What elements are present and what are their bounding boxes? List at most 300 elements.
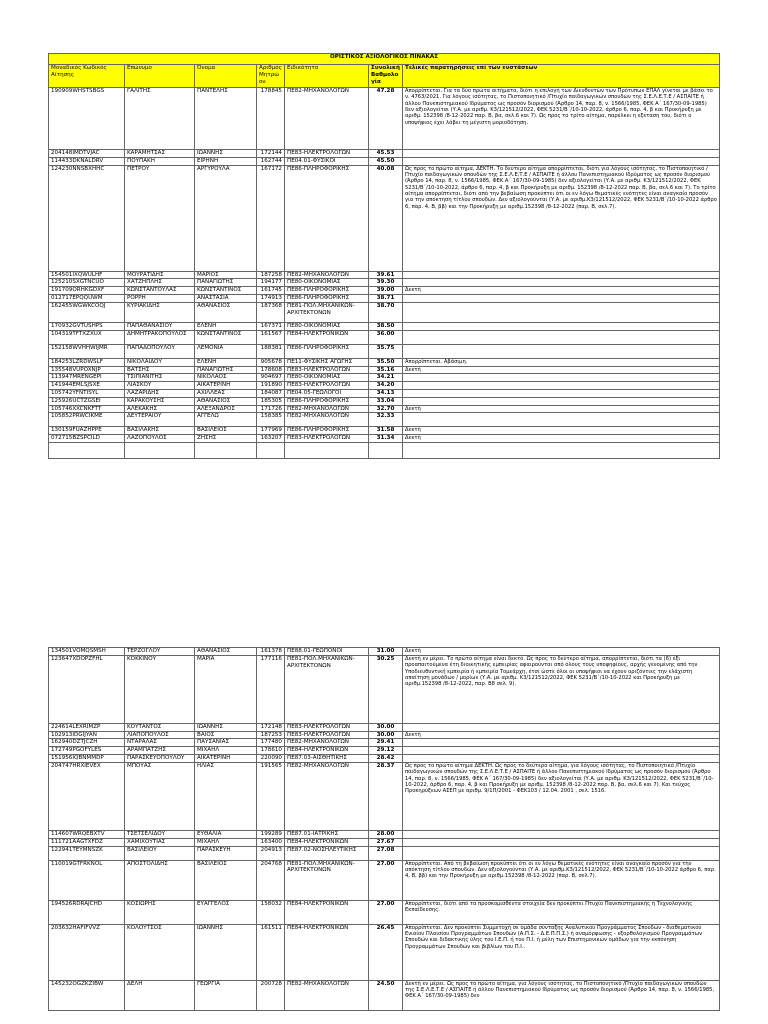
cell-remarks [403,344,720,358]
cell-surname: ΠΕΤΡΟΥ [125,165,195,271]
cell-code: 191709ORHKGDXF [49,287,125,295]
cell-registry: 178610 [257,747,285,755]
cell-name: ΑΙΚΑΤΕΡΙΝΗ [195,755,257,763]
cell-score: 27.00 [369,860,403,900]
cell-score: 35.75 [369,344,403,358]
cell-specialty: ΠΕ80-ΟΙΚΟΝΟΜΙΑΣ [285,279,369,287]
cell-remarks: Δεκτή εν μέρει. Ως προς το πρώτο αίτημα, για λόγους ισότητας, το Πιστοποιητικό /Πτυχίο παιδαγωγικών σπουδών της Σ.Ε.Λ.Ε.Τ.Ε / ΑΣΠΑΙΤΕ ή άλλου Πανεπιστημιακού Ιδρύματος ως προσόν διορισμού (Άρθρο 14, παρ. 8, ν. 1566/1985, ΦΕΚ Α΄ 167/30-09-1985) δεν [403,980,720,1010]
cell-score: 34.13 [369,389,403,397]
cell-registry: 191565 [257,762,285,830]
cell-surname [125,443,195,459]
cell-surname: ΚΟΣΙΩΡΗΣ [125,900,195,924]
table-row [49,648,720,656]
cell-registry: 172148 [257,723,285,731]
cell-registry: 204913 [257,846,285,860]
cell-name: ΑΓΓΕΛΩ [195,413,257,427]
cell-specialty: ΠΕ81-ΠΟΛ.ΜΗΧΑΝΙΚΩΝ-ΑΡΧΙΤΕΚΤΟΝΩΝ [285,655,369,723]
cell-score: 35.50 [369,358,403,366]
cell-code: 110019GTFRKNOL [49,860,125,900]
table-row [49,747,720,755]
cell-code: 203632HAFIFVVZ [49,924,125,980]
table-row [49,655,720,723]
cell-name: ΑΘΑΝΑΣΙΟΣ [195,397,257,405]
cell-registry: 187253 [257,731,285,739]
cell-score: 28.42 [369,755,403,763]
cell-score: 27.00 [369,900,403,924]
cell-registry: 187258 [257,271,285,279]
table-row [49,358,720,366]
cell-score: 45.50 [369,157,403,165]
cell-code: 145232OGZKZIBW [49,980,125,1010]
cell-name: ΠΑΝΑΓΙΩΤΗΣ [195,366,257,374]
cell-score: 33.04 [369,397,403,405]
cell-score: 29.12 [369,747,403,755]
cell-specialty: ΠΕ83-ΗΛΕΚΤΡΟΛΟΓΩΝ [285,366,369,374]
table-row [49,330,720,344]
cell-registry: 161511 [257,924,285,980]
cell-registry [257,443,285,459]
table-row [49,322,720,330]
cell-name: ΜΙΧΑΗΛ [195,747,257,755]
cell-surname: ΚΟΚΚΙΝΟΥ [125,655,195,723]
cell-registry: 200728 [257,980,285,1010]
cell-remarks [403,838,720,846]
cell-registry: 191890 [257,382,285,390]
cell-code: 152158WVHHWIJMR [49,344,125,358]
cell-score: 39.00 [369,287,403,295]
cell-code: 134501VOMQSMSH [49,648,125,656]
cell-score: 31.00 [369,648,403,656]
cell-name: ΒΑΣΙΛΕΙΟΣ [195,860,257,900]
cell-code: 105742YFNTISYL [49,389,125,397]
table-row [49,279,720,287]
cell-registry: 194177 [257,279,285,287]
cell-registry: 167371 [257,322,285,330]
table-row [49,405,720,413]
table-row [49,344,720,358]
cell-registry: 178608 [257,366,285,374]
cell-registry: 177969 [257,427,285,435]
cell-specialty: ΠΕ87.03-ΑΙΣΘΗΤΙΚΗΣ [285,755,369,763]
table-row [49,287,720,295]
cell-remarks [403,382,720,390]
cell-registry: 187368 [257,302,285,322]
cell-specialty: ΠΕ86-ΠΛΗΡΟΦΟΡΙΚΗΣ [285,397,369,405]
cell-name: ΑΙΚΑΤΕΡΙΝΗ [195,382,257,390]
cell-name: ΕΛΕΝΗ [195,358,257,366]
cell-score: 47.28 [369,88,403,150]
cell-specialty: ΠΕ83-ΗΛΕΚΤΡΟΛΟΓΩΝ [285,150,369,158]
cell-remarks: Απορρίπτεται. Αβάσιμη. [403,358,720,366]
cell-name: ΠΑΥΣΑΝΙΑΣ [195,739,257,747]
cell-registry: 905678 [257,358,285,366]
cell-score: 34.21 [369,374,403,382]
table-row [49,397,720,405]
header-score: Συνολική Βαθμολογία [369,65,403,88]
cell-name: ΚΩΝΣΤΑΝΤΙΝΟΣ [195,330,257,344]
cell-surname: ΧΑΤΖΗΠΛΗΣ [125,279,195,287]
cell-score: 34.20 [369,382,403,390]
cell-name: ΒΑΙΟΣ [195,731,257,739]
table-row [49,900,720,924]
cell-registry: 178845 [257,88,285,150]
cell-code: 114433DKNALDRV [49,157,125,165]
cell-specialty: ΠΕ82-ΜΗΧΑΝΟΛΟΓΩΝ [285,413,369,427]
cell-code: 170932GVTUSHPS [49,322,125,330]
cell-remarks [403,846,720,860]
cell-name: ΙΩΑΝΝΗΣ [195,924,257,980]
cell-score: 27.08 [369,846,403,860]
cell-code: 012717EPQQUWM [49,295,125,303]
cell-name: ΑΘΑΝΑΣΙΟΣ [195,648,257,656]
cell-remarks [403,830,720,838]
table-row [49,838,720,846]
cell-remarks [403,279,720,287]
cell-name: ΝΙΚΟΛΑΟΣ [195,374,257,382]
cell-code: 102913IDGIJYAN [49,731,125,739]
cell-specialty: ΠΕ81-ΠΟΛ.ΜΗΧΑΝΙΚΩΝ-ΑΡΧΙΤΕΚΤΟΝΩΝ [285,302,369,322]
cell-specialty: ΠΕ84-ΗΛΕΚΤΡΟΝΙΚΩΝ [285,924,369,980]
cell-remarks: Δεκτή [403,287,720,295]
cell-code: 130159FUAZHPPE [49,427,125,435]
table-row [49,755,720,763]
table-row [49,739,720,747]
cell-surname: ΚΟΥΤΑΝΤΟΣ [125,723,195,731]
cell-score: 35.16 [369,366,403,374]
cell-registry: 904697 [257,374,285,382]
cell-surname: ΤΣΙΠΙΑΝΙΤΗΣ [125,374,195,382]
cell-remarks: Δεκτή [403,731,720,739]
cell-remarks [403,443,720,459]
cell-code: 105852PRWCIKME [49,413,125,427]
cell-score: 26.45 [369,924,403,980]
cell-remarks [403,723,720,731]
header-remarks: Τελικές παρατηρήσεις επί των ενστάσεων [403,65,720,88]
cell-specialty: ΠΕ88.01-ΓΕΩΠΟΝΟΙ [285,648,369,656]
cell-remarks [403,295,720,303]
cell-remarks: Δεκτή [403,435,720,443]
cell-specialty: ΠΕ86-ΠΛΗΡΟΦΟΡΙΚΗΣ [285,295,369,303]
cell-score [369,443,403,459]
cell-score: 39.30 [369,279,403,287]
cell-score: 38.50 [369,322,403,330]
cell-name: ΗΛΙΑΣ [195,762,257,830]
cell-surname: ΛΙΑΣΚΟΥ [125,382,195,390]
cell-code: 105746XXCNKFTT [49,405,125,413]
cell-specialty: ΠΕ04.05-ΓΕΩΛΟΓΟΙ [285,389,369,397]
cell-score: 38.70 [369,302,403,322]
cell-surname: ΝΙΚΟΛΑΙΔΟΥ [125,358,195,366]
header-row [49,65,720,88]
cell-surname: ΛΑΖΑΡΙΔΗΣ [125,389,195,397]
cell-score: 38.71 [369,295,403,303]
cell-registry: 171726 [257,405,285,413]
cell-code: 123647XDOPZFHL [49,655,125,723]
cell-remarks [403,389,720,397]
cell-score: 32.33 [369,413,403,427]
cell-name: ΕΙΡΗΝΗ [195,157,257,165]
cell-remarks [403,322,720,330]
cell-specialty: ΠΕ11-ΦΥΣΙΚΗΣ ΑΓΩΓΗΣ [285,358,369,366]
cell-code: 135548VUPOXNJP [49,366,125,374]
cell-remarks: Δεκτή εν μέρει. Το πρώτο αίτημα είναι δεκτό. Ως προς το δεύτερο αίτημα, απορρίπτεται, διότι τα (6) έξι προαπαιτούμενα έτη διοικητικής εμπειρίας αφαιρούνται από όλους τους υποψηφίους, αρχής γενομένης από την Υποδιευθυντική εμπειρία ή εμπειρία Τομεάρχη, έτσι ώστε όλοι οι υποψήφιοι να έχουν οριζόντιες την ελάχιστη απαίτηση μονάδων / μορίων (Υ.Α. με αριθμ. Κ3/121512/2022, ΦΕΚ 5231/Β΄/10-10-2022 και Προκήρυξη με αριθμ.152398 /8-12-2022, παρ. Β8 σελ. 9). [403,655,720,723]
header-specialty: Ειδικότητα [285,65,369,88]
cell-remarks [403,271,720,279]
cell-surname: ΝΤΑΡΑΛΑΣ [125,739,195,747]
cell-remarks [403,397,720,405]
cell-surname: ΛΑΖΟΠΟΥΛΟΣ [125,435,195,443]
evaluation-table-page-1 [48,53,720,459]
table-row [49,860,720,900]
cell-code: 125210SXGTNCUO [49,279,125,287]
cell-specialty: ΠΕ82-ΜΗΧΑΝΟΛΟΓΩΝ [285,88,369,150]
cell-specialty: ΠΕ84-ΗΛΕΚΤΡΟΝΙΚΩΝ [285,838,369,846]
cell-remarks: Ως προς το πρώτο αίτημα ΔΕΚΤΗ. Ως προς το δεύτερο αίτημα, για λόγους ισότητας, το Πιστοποιητικό /Πτυχίο παιδαγωγικών σπουδών της Σ.Ε.Λ.Ε.Τ.Ε / ΑΣΠΑΙΤΕ ή άλλου Πανεπιστημιακού Ιδρύματος ως προσόν διορισμού (Άρθρο 14, παρ. 8, ν. 1566/1985, ΦΕΚ Α΄ 167/30-09-1985) δεν αξιολογείται (Υ.Α. με αριθμ. Κ3/121512/2022, ΦΕΚ 5231/Β΄/10-10-2022, άρθρο 6, παρ. 4, β και Προκήρυξη με αριθμ. 152398 /8-12-2022 παρ. Β, βα, σελ.6 και 7). Και τεύχος Προκηρύξεων ΑΣΕΠ με αριθμ. 9/1Π/2001 - ΦΕΚ103 / 12.04. 2001 , σελ. 1516. [403,762,720,830]
cell-specialty: ΠΕ84-ΗΛΕΚΤΡΟΝΙΚΩΝ [285,330,369,344]
cell-specialty: ΠΕ83-ΗΛΕΚΤΡΟΛΟΓΩΝ [285,435,369,443]
cell-score: 27.67 [369,838,403,846]
cell-surname: ΠΑΠΑΔΟΠΟΥΛΟΥ [125,344,195,358]
cell-code: 204148IMDTVJAC [49,150,125,158]
cell-remarks [403,747,720,755]
cell-score: 28.00 [369,830,403,838]
cell-code: 113947MRENGEPI [49,374,125,382]
cell-specialty: ΠΕ86-ΠΛΗΡΟΦΟΡΙΚΗΣ [285,427,369,435]
cell-code: 124230NNSBXHHC [49,165,125,271]
header-registry: Αριθμός Μητρώου [257,65,285,88]
cell-code: 184253LZRDWSLF [49,358,125,366]
table-row [49,427,720,435]
cell-surname: ΤΕΡΖΟΓΛΟΥ [125,648,195,656]
cell-name: ΜΑΡΙΟΣ [195,271,257,279]
cell-score: 36.00 [369,330,403,344]
cell-name: ΑΧΙΛΛΕΑΣ [195,389,257,397]
cell-remarks: Απορρίπτεται. Για τα δύο πρώτα αιτήματα, διότι η επιλογή των Διευθυντών των Πρότυπων ΕΠΑΛ γίνεται με βάσει το ν. 4763/2021. Για λόγους ισότητας, το Πιστοποιητικό /Πτυχίο παιδαγωγικών σπουδών της Σ.Ε.Λ.Ε.Τ.Ε / ΑΣΠΑΙΤΕ ή άλλου Πανεπιστημιακού Ιδρύματος ως προσόν διορισμού (Άρθρο 14, παρ. 8, ν. 1566/1985, ΦΕΚ Α΄ 167/30-09-1985) δεν αξιολογείται (Υ.Α. με αριθμ. Κ3/121512/2022, ΦΕΚ 5231/Β΄/10-10-2022, άρθρο 6, παρ. 4, β και Προκήρυξη με αριθμ. 152398 /8-12-2022 παρ. Β, βα, σελ.6 και 7). Ως προς το τρίτο αίτημα, παρέλκει η εξέταση του, διότι ο υποψήφιος έχει λάβει τη μέγιστη μοριοδότηση. [403,88,720,150]
cell-registry: 161567 [257,330,285,344]
cell-score: 31.58 [369,427,403,435]
cell-specialty: ΠΕ86-ΠΛΗΡΟΦΟΡΙΚΗΣ [285,287,369,295]
cell-remarks [403,413,720,427]
cell-name: ΚΩΝΣΤΑΝΤΙΝΟΣ [195,287,257,295]
cell-surname: ΠΑΠΑΘΑΝΑΣΙΟΥ [125,322,195,330]
cell-name: ΠΑΝΤΕΛΗΣ [195,88,257,150]
cell-specialty: ΠΕ83-ΗΛΕΚΤΡΟΛΟΓΩΝ [285,382,369,390]
header-name: Όνομα [195,65,257,88]
table-row [49,157,720,165]
cell-name: ΜΙΧΑΗΛ [195,838,257,846]
table-row [49,389,720,397]
cell-surname: ΚΑΡΑΚΟΥΣΗΣ [125,397,195,405]
table-row [49,271,720,279]
cell-specialty: ΠΕ82-ΜΗΧΑΝΟΛΟΓΩΝ [285,762,369,830]
cell-surname: ΒΑΣΙΛΕΙΟΥ [125,846,195,860]
cell-code: 204747HRXIEVEX [49,762,125,830]
table-title-row [49,54,720,65]
cell-registry: 220090 [257,755,285,763]
table-row [49,366,720,374]
table-row [49,295,720,303]
table-row [49,980,720,1010]
cell-surname: ΚΥΡΙΑΚΙΔΗΣ [125,302,195,322]
cell-surname: ΑΠΟΣΤΟΛΙΔΗΣ [125,860,195,900]
cell-specialty: ΠΕ87.02-ΝΟΣΗΛΕΥΤΙΚΗΣ [285,846,369,860]
cell-name: ΠΑΝΑΓΙΩΤΗΣ [195,279,257,287]
cell-remarks [403,302,720,322]
cell-score: 40.08 [369,165,403,271]
cell-remarks [403,157,720,165]
table-row [49,302,720,322]
cell-specialty: ΠΕ82-ΜΗΧΑΝΟΛΟΓΩΝ [285,271,369,279]
cell-code: 125926UCTZGSEI [49,397,125,405]
cell-specialty: ΠΕ83-ΗΛΕΚΤΡΟΛΟΓΩΝ [285,723,369,731]
cell-surname: ΚΑΡΑΜΗΤΣΑΣ [125,150,195,158]
cell-code: 104319TFTXZXUX [49,330,125,344]
cell-remarks: Δεκτή [403,648,720,656]
cell-name: ΕΥΘΑΛΙΑ [195,830,257,838]
cell-registry: 204768 [257,860,285,900]
table-row [49,443,720,459]
table-row [49,731,720,739]
cell-specialty: ΠΕ84-ΗΛΕΚΤΡΟΝΙΚΩΝ [285,900,369,924]
cell-surname: ΧΑΜΙΧΟΥΤΙΑΣ [125,838,195,846]
cell-code: 141944EMLSJSXE [49,382,125,390]
cell-registry: 177480 [257,739,285,747]
cell-score: 31.34 [369,435,403,443]
cell-score: 30.00 [369,731,403,739]
cell-registry: 188381 [257,344,285,358]
table-row [49,165,720,271]
cell-surname: ΚΟΛΟΥΤΣΟΣ [125,924,195,980]
cell-name: ΑΛΕΞΑΝΔΡΟΣ [195,405,257,413]
cell-code: 162455WGWKCOQJ [49,302,125,322]
evaluation-table-page-2 [48,647,720,1011]
table-row [49,723,720,731]
table-row [49,830,720,838]
cell-surname: ΡΟΡΡΗ [125,295,195,303]
cell-registry: 174913 [257,295,285,303]
table-row [49,382,720,390]
cell-registry: 158385 [257,413,285,427]
cell-code [49,443,125,459]
cell-surname: ΛΙΑΠΟΠΟΥΛΟΣ [125,731,195,739]
cell-surname: ΒΑΤΣΗΣ [125,366,195,374]
cell-specialty: ΠΕ81-ΠΟΛ.ΜΗΧΑΝΙΚΩΝ-ΑΡΧΙΤΕΚΤΟΝΩΝ [285,860,369,900]
cell-code: 154501IXQWULHF [49,271,125,279]
cell-registry: 172144 [257,150,285,158]
cell-surname: ΠΑΡΑΣΚΕΥΟΠΟΥΛΟΥ [125,755,195,763]
cell-specialty [285,443,369,459]
cell-specialty: ΠΕ82-ΜΗΧΑΝΟΛΟΓΩΝ [285,980,369,1010]
cell-remarks: Δεκτή [403,427,720,435]
cell-code: 224614LEXRIMZP [49,723,125,731]
cell-registry: 185305 [257,397,285,405]
header-surname: Επώνυμο [125,65,195,88]
cell-remarks [403,755,720,763]
cell-remarks [403,330,720,344]
cell-surname: ΜΠΟΥΑΣ [125,762,195,830]
cell-name: ΕΥΑΓΓΕΛΟΣ [195,900,257,924]
header-code: Μοναδικός Κωδικός Αίτησης [49,65,125,88]
cell-name: ΙΩΑΝΝΗΣ [195,723,257,731]
cell-registry: 199289 [257,830,285,838]
cell-surname: ΓΑΛΙΤΗΣ [125,88,195,150]
cell-name: ΖΗΣΗΣ [195,435,257,443]
cell-specialty: ΠΕ84-ΗΛΕΚΤΡΟΝΙΚΩΝ [285,747,369,755]
cell-registry: 167172 [257,165,285,271]
cell-surname: ΤΣΕΤΣΕΛΙΔΟΥ [125,830,195,838]
cell-remarks [403,739,720,747]
cell-name: ΛΕΜΟΝΙΑ [195,344,257,358]
table-row [49,88,720,150]
cell-specialty: ΠΕ83-ΗΛΕΚΤΡΟΛΟΓΩΝ [285,731,369,739]
cell-specialty: ΠΕ80-ΟΙΚΟΝΟΜΙΑΣ [285,322,369,330]
cell-specialty: ΠΕ86-ΠΛΗΡΟΦΟΡΙΚΗΣ [285,165,369,271]
table-row [49,435,720,443]
cell-code: 162940DZTJCZH [49,739,125,747]
cell-score: 29.41 [369,739,403,747]
cell-registry: 158032 [257,900,285,924]
cell-surname: ΔΕΥΤΕΡΑΙΟΥ [125,413,195,427]
cell-code: 190909WHSTSBGS [49,88,125,150]
cell-score: 24.50 [369,980,403,1010]
cell-code: 111721AAGTXFDZ [49,838,125,846]
cell-specialty: ΠΕ87.01-ΙΑΤΡΙΚΗΣ [285,830,369,838]
cell-remarks: Δεκτή [403,366,720,374]
cell-name: ΑΘΑΝΑΣΙΟΣ [195,302,257,322]
table-row [49,762,720,830]
cell-registry: 161745 [257,287,285,295]
cell-surname: ΔΕΛΗ [125,980,195,1010]
cell-name: ΑΡΓΥΡΟΥΛΑ [195,165,257,271]
cell-score: 30.00 [369,723,403,731]
cell-registry: 162744 [257,157,285,165]
cell-registry: 161378 [257,648,285,656]
cell-score: 32.70 [369,405,403,413]
cell-remarks [403,374,720,382]
cell-registry: 177116 [257,655,285,723]
cell-code: 194526RDRAJCHD [49,900,125,924]
cell-remarks [403,150,720,158]
cell-surname: ΜΟΥΡΑΤΙΔΗΣ [125,271,195,279]
cell-surname: ΔΗΜΗΤΡΑΚΟΠΟΥΛΟΣ [125,330,195,344]
cell-remarks: Απορρίπτεται. Από τη βεβαίωση προκύπτει ότι οι εν λόγω θεματικές ενότητες είναι αναγκαίο προσόν για την απόκτηση τίτλου σπουδών. Δεν αξιολογούνται (Υ.Α. με αριθμ.Κ3/121512/2022, ΦΕΚ 5231/Β΄/10-10-2022 άρθρο 6, παρ. 4, Β, ββ) και την Προκήρυξη με αριθμ.152398 /8-12-2022 (παρ. Β, σελ.7). [403,860,720,900]
cell-remarks: Απορρίπτεται, διότι από τα προσκομισθέντα στοιχεία δεν προκύπτει Πτυχίο Πανεπιστημιακής ή Τεχνολογικής Εκπαίδευσης. [403,900,720,924]
cell-score: 45.53 [369,150,403,158]
table-title: ΟΡΙΣΤΙΚΟΣ ΑΞΙΟΛΟΓΙΚΟΣ ΠΙΝΑΚΑΣ [49,54,720,65]
cell-remarks: Απορρίπτεται. Δεν προκύπτει Συμμετοχή σε ομάδα σύνταξης Αναλυτικού Προγράμματος Σπουδών - διαθεματικού Ενιαίου Πλαισίου Προγραμμάτων Σπουδών (Α.Π.Σ. - Δ.Ε.Π.Π.Σ.) ή αναμόρφωσης - εξορθολογισμού Προγραμμάτων Σπουδών και διδακτικής ύλης του Ι.Ε.Π. ή του Π.Ι. ή μέλη των Επιστημονικών ομάδων για την εκπόνηση Προγραμμάτων Σπουδών και βιβλίων του Π.Ι.. [403,924,720,980]
cell-name: ΠΑΡΑΣΚΕΥΗ [195,846,257,860]
cell-remarks: Ως προς το πρώτο αίτημα, ΔΕΚΤΗ. Το δεύτερο αίτημα απορρίπτεται, διότι για λόγους ισότητας, το Πιστοποιητικό /Πτυχίο παιδαγωγικών σπουδών της Σ.Ε.Λ.Ε.Τ.Ε / ΑΣΠΑΙΤΕ ή άλλου Πανεπιστημιακού Ιδρύματος ως προσόν διορισμού (Άρθρο 14, παρ. 8, ν. 1566/1985, ΦΕΚ Α΄ 167/30-09-1985) δεν αξιολογείται (Υ.Α. με αριθμ. Κ3/121512/2022, ΦΕΚ 5231/Β΄/10-10-2022, άρθρο 6, παρ. 4, β και Προκήρυξη με αριθμ. 152398 /8-12-2022 παρ. Β, βα, σελ.6 και 7). Το τρίτο αίτημα απορρίπτεται, διότι από την βεβαίωση προκύπτει ότι οι εν λόγω θεματικές ενότητες είναι αναγκαίο προσόν για την απόκτηση τίτλου σπουδών. Δεν αξιολογούνται (Υ.Α. με αριθμ.Κ3/121512/2022, ΦΕΚ 5231/Β΄/10-10-2022 άρθρο 6, παρ. 4, Β, ββ) και την Προκήρυξη με αριθμ.152398 /8-12-2022 (παρ. Β, σελ.7). [403,165,720,271]
cell-name: ΙΩΑΝΝΗΣ [195,150,257,158]
cell-surname: ΚΩΝΣΤΑΝΤΟΥΛΑΣ [125,287,195,295]
cell-specialty: ΠΕ86-ΠΛΗΡΟΦΟΡΙΚΗΣ [285,344,369,358]
cell-surname: ΒΑΣΙΛΑΚΗΣ [125,427,195,435]
cell-registry: 163400 [257,838,285,846]
cell-code: 114607WRQEBXTV [49,830,125,838]
cell-code: 072715BZSPCILD [49,435,125,443]
cell-surname: ΠΟΥΠΑΚΗ [125,157,195,165]
cell-name [195,443,257,459]
cell-score: 30.25 [369,655,403,723]
cell-name: ΕΛΕΝΗ [195,322,257,330]
cell-specialty: ΠΕ82-ΜΗΧΑΝΟΛΟΓΩΝ [285,405,369,413]
table-row [49,150,720,158]
cell-remarks: Δεκτή [403,405,720,413]
cell-registry: 163207 [257,435,285,443]
table-row [49,413,720,427]
cell-name: ΒΑΣΙΛΕΙΟΣ [195,427,257,435]
cell-specialty: ΠΕ82-ΜΗΧΑΝΟΛΟΓΩΝ [285,739,369,747]
